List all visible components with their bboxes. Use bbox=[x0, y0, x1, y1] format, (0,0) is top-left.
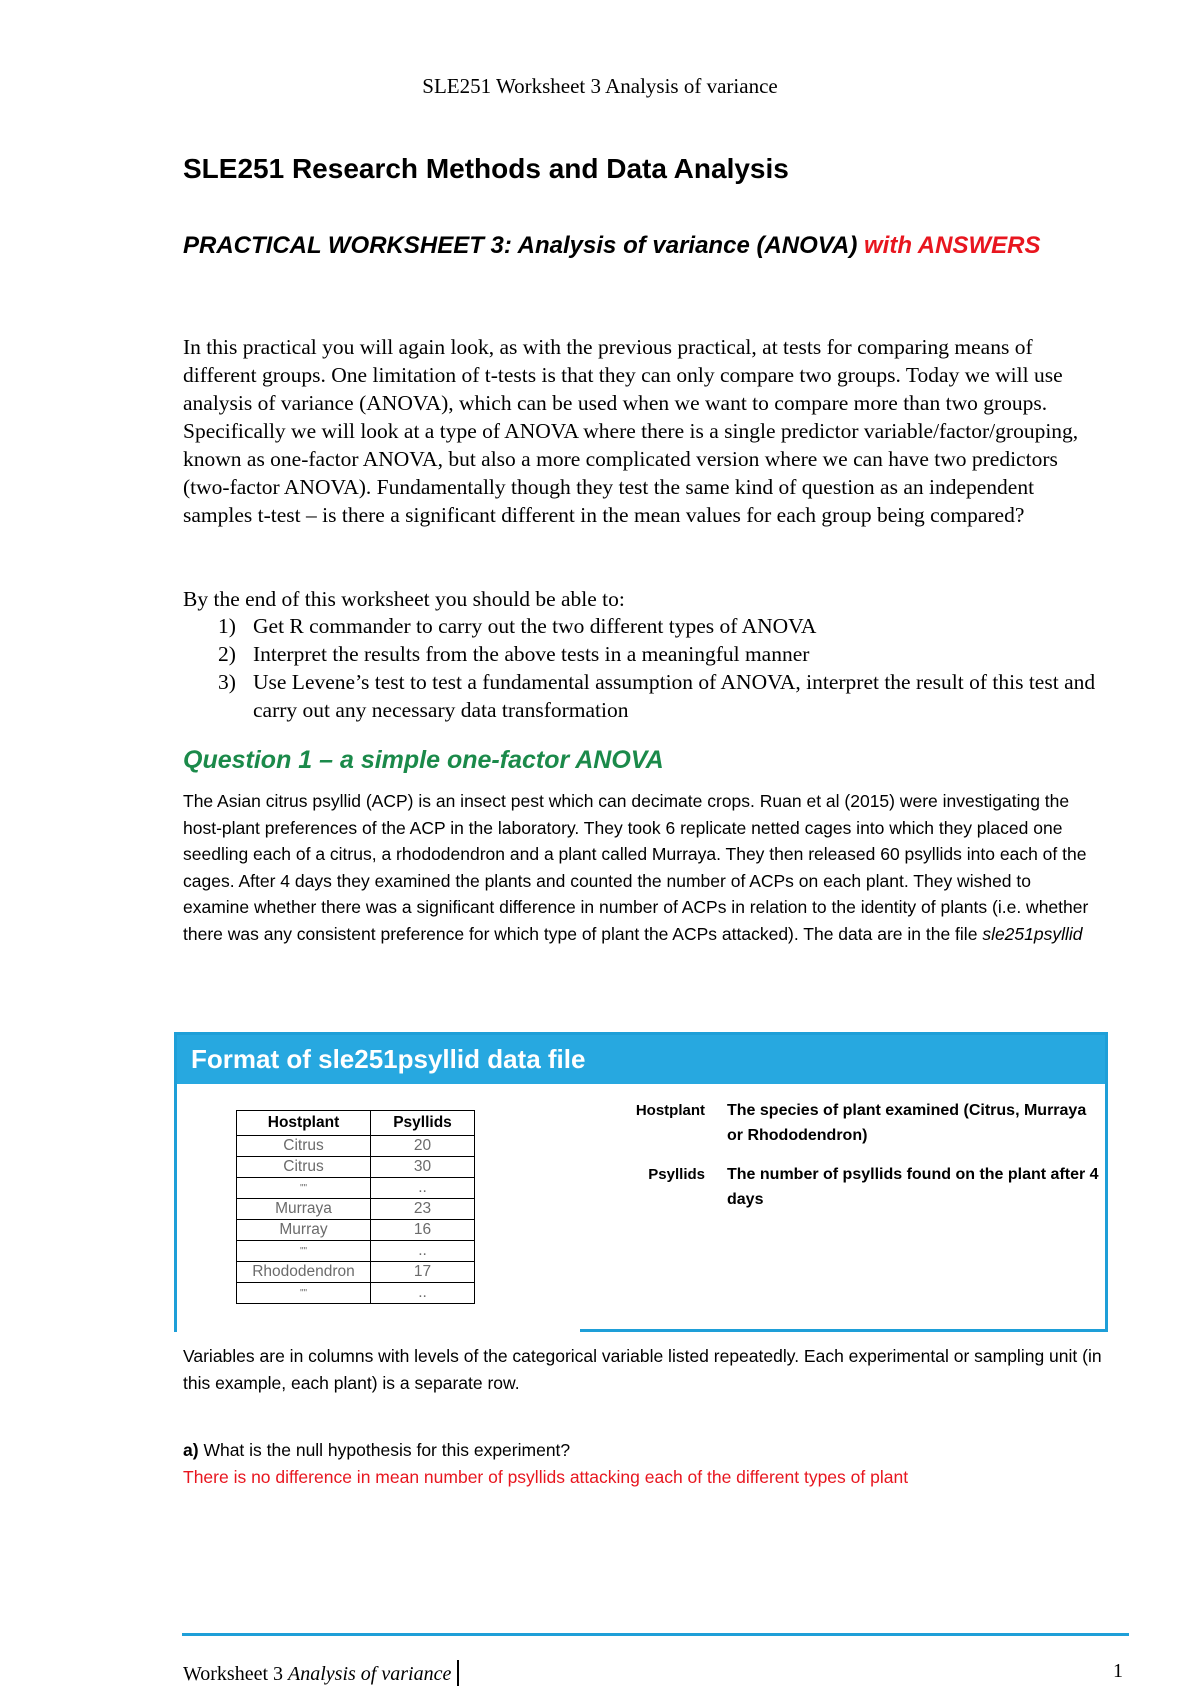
table-cell: "" bbox=[237, 1178, 371, 1199]
question-1-text: The Asian citrus psyllid (ACP) is an insect pest which can decimate crops. Ruan et al (2015) were investigating the host-plant preferences of the ACP in the laboratory. They took 6 replicate netted cages into which they placed one seedling each of a citrus, a rhododendron and a plant called Murraya. They then released 60 psyllids into each of the cages. After 4 days they examined the plants and counted the number of ACPs on each plant. They wished to examine whether there was a significant difference in number of ACPs in relation to the identity of plants (i.e. whether there was any consistent preference for which type of plant the ACPs attacked). The data are in the file bbox=[183, 791, 1089, 944]
table-row bbox=[237, 1178, 475, 1199]
table-cell: 23 bbox=[371, 1199, 475, 1220]
table-cell: 17 bbox=[371, 1262, 475, 1283]
question-1-body bbox=[183, 788, 1098, 947]
format-box-title: Format of sle251psyllid data file bbox=[177, 1035, 1105, 1084]
table-cell: Rhododendron bbox=[237, 1262, 371, 1283]
table-cell: 30 bbox=[371, 1157, 475, 1178]
box-border-gap bbox=[177, 1317, 580, 1337]
question-a-label: a) bbox=[183, 1440, 199, 1460]
table-cell: Citrus bbox=[237, 1136, 371, 1157]
table-row bbox=[237, 1136, 475, 1157]
variable-name: Psyllids bbox=[648, 1166, 705, 1183]
footer-divider bbox=[182, 1633, 1129, 1636]
table-cell: Murraya bbox=[237, 1199, 371, 1220]
variable-name: Hostplant bbox=[635, 1102, 705, 1119]
subtitle-highlight: with ANSWERS bbox=[864, 232, 1041, 259]
question-1-heading: Question 1 – a simple one-factor ANOVA bbox=[183, 746, 664, 774]
table-cell: 16 bbox=[371, 1220, 475, 1241]
footer-separator bbox=[457, 1660, 459, 1686]
objective-text: Use Levene’s test to test a fundamental assumption of ANOVA, interpret the result of this test and carry out any necessary data transformation bbox=[253, 670, 1096, 722]
sample-data-table bbox=[236, 1110, 475, 1304]
table-cell: .. bbox=[371, 1178, 475, 1199]
document-title: SLE251 Research Methods and Data Analysis bbox=[183, 153, 789, 184]
table-row bbox=[237, 1241, 475, 1262]
column-header: Psyllids bbox=[371, 1111, 475, 1136]
variable-description: The number of psyllids found on the plant after 4 days bbox=[727, 1166, 1099, 1208]
intro-paragraph: In this practical you will again look, as with the previous practical, at tests for comparing means of different groups. One limitation of t-tests is that they can only compare two groups. Today we will use analysis of variance (ANOVA), which can be used when we want to compare more than two groups. Specifically we will look at a type of ANOVA where there is a single predictor variable/factor/grouping, known as one-factor ANOVA, but also a more complicated version where we can have two predictors (two-factor ANOVA). Fundamentally though they test the same kind of question as an independent samples t-test – is there a significant different in the mean values for each group being compared? bbox=[183, 335, 1079, 527]
objective-number: 1) bbox=[218, 614, 236, 638]
page-number: 1 bbox=[1113, 1660, 1123, 1682]
objective-item bbox=[218, 640, 1098, 668]
table-cell: .. bbox=[371, 1283, 475, 1304]
table-row bbox=[237, 1283, 475, 1304]
objective-number: 3) bbox=[218, 670, 236, 694]
table-cell: "" bbox=[237, 1283, 371, 1304]
variable-row bbox=[600, 1098, 1100, 1148]
objective-item bbox=[218, 612, 1098, 640]
table-cell: Citrus bbox=[237, 1157, 371, 1178]
table-row bbox=[237, 1262, 475, 1283]
data-file-name: sle251psyllid bbox=[982, 923, 1083, 944]
footer-title-plain: Worksheet 3 bbox=[183, 1663, 284, 1685]
variable-row bbox=[600, 1162, 1100, 1212]
format-note: Variables are in columns with levels of the categorical variable listed repeatedly. Each experimental or sampling unit (in this example, each plant) is a separate row. bbox=[183, 1346, 1102, 1393]
question-a bbox=[183, 1437, 570, 1464]
question-a-text: What is the null hypothesis for this experiment? bbox=[203, 1440, 571, 1460]
running-header: SLE251 Worksheet 3 Analysis of variance bbox=[422, 74, 778, 98]
objectives-list bbox=[218, 612, 1098, 724]
column-header: Hostplant bbox=[237, 1111, 371, 1136]
subtitle-main: PRACTICAL WORKSHEET 3: Analysis of variance (ANOVA) bbox=[183, 232, 858, 259]
objectives-lead: By the end of this worksheet you should be able to: bbox=[183, 587, 625, 611]
footer-title bbox=[183, 1660, 459, 1686]
question-a-answer: There is no difference in mean number of psyllids attacking each of the different types of plant bbox=[183, 1467, 909, 1487]
objective-text: Interpret the results from the above tests in a meaningful manner bbox=[253, 642, 810, 666]
variable-descriptions bbox=[600, 1098, 1100, 1226]
objective-number: 2) bbox=[218, 642, 236, 666]
objective-item bbox=[218, 668, 1098, 724]
objective-text: Get R commander to carry out the two different types of ANOVA bbox=[253, 614, 817, 638]
table-header-row bbox=[237, 1111, 475, 1136]
table-row bbox=[237, 1157, 475, 1178]
variable-description: The species of plant examined (Citrus, Murraya or Rhododendron) bbox=[727, 1102, 1087, 1144]
table-cell: .. bbox=[371, 1241, 475, 1262]
worksheet-subtitle bbox=[183, 230, 1083, 262]
footer-title-italic: Analysis of variance bbox=[288, 1663, 452, 1685]
table-cell: "" bbox=[237, 1241, 371, 1262]
table-cell: 20 bbox=[371, 1136, 475, 1157]
table-row bbox=[237, 1199, 475, 1220]
table-row bbox=[237, 1220, 475, 1241]
table-cell: Murray bbox=[237, 1220, 371, 1241]
